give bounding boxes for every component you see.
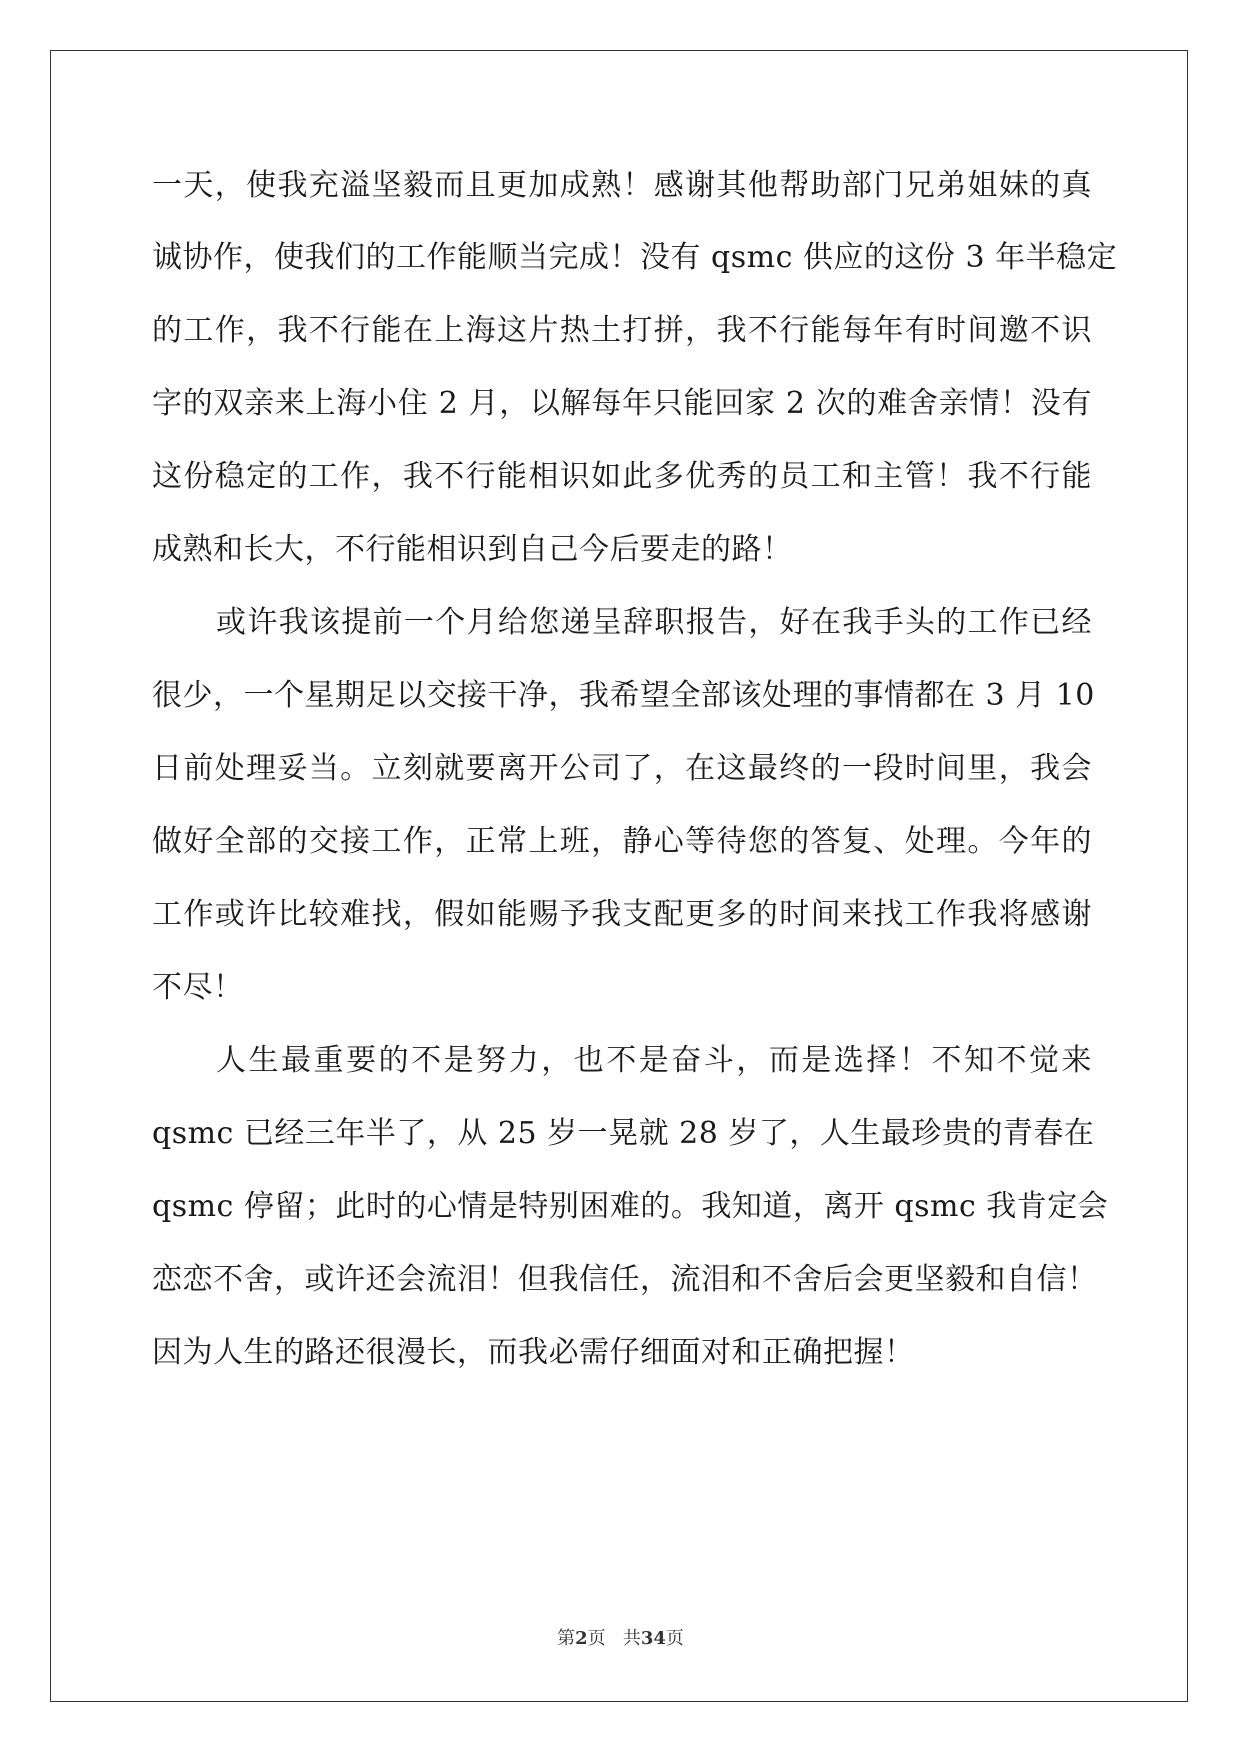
- text-line: 的工作，我不行能在上海这片热土打拼，我不行能每年有时间邀不识: [152, 313, 1092, 348]
- page-border: [50, 50, 1188, 1702]
- text-line: 这份稳定的工作，我不行能相识如此多优秀的员工和主管！我不行能: [152, 459, 1092, 494]
- text-line: 做好全部的交接工作，正常上班，静心等待您的答复、处理。今年的: [152, 824, 1092, 859]
- text-line: 日前处理妥当。立刻就要离开公司了，在这最终的一段时间里，我会: [152, 751, 1092, 786]
- text-line: 字的双亲来上海小住 2 月，以解每年只能回家 2 次的难舍亲情！没有: [152, 386, 1092, 421]
- text-line: 很少，一个星期足以交接干净，我希望全部该处理的事情都在 3 月 10: [152, 678, 1095, 713]
- page-footer: [0, 1627, 1241, 1651]
- text-line: qsmc 停留；此时的心情是特别困难的。我知道，离开 qsmc 我肯定会: [152, 1189, 1109, 1224]
- text-line: 一天，使我充溢坚毅而且更加成熟！感谢其他帮助部门兄弟姐妹的真: [152, 168, 1092, 203]
- total-page-count: 34: [640, 1628, 666, 1649]
- footer-total-suffix: 页: [665, 1628, 684, 1649]
- text-line: 恋恋不舍，或许还会流泪！但我信任，流泪和不舍后会更坚毅和自信！: [152, 1262, 1098, 1297]
- text-line: 因为人生的路还很漫长，而我必需仔细面对和正确把握！: [152, 1335, 915, 1370]
- paragraph-first-line: 人生最重要的不是努力，也不是奋斗，而是选择！不知不觉来: [216, 1043, 1092, 1078]
- paragraph-first-line: 或许我该提前一个月给您递呈辞职报告，好在我手头的工作已经: [216, 605, 1092, 640]
- text-line: 不尽！: [152, 970, 244, 1005]
- footer-page-suffix: 页: [587, 1628, 606, 1649]
- footer-prefix: 第: [557, 1628, 576, 1649]
- footer-total-prefix: 共: [622, 1628, 641, 1649]
- text-line: qsmc 已经三年半了，从 25 岁一晃就 28 岁了，人生最珍贵的青春在: [152, 1116, 1095, 1151]
- text-line: 成熟和长大，不行能相识到自己今后要走的路！: [152, 532, 793, 567]
- text-line: 诚协作，使我们的工作能顺当完成！没有 qsmc 供应的这份 3 年半稳定: [152, 240, 1118, 275]
- current-page-number: 2: [575, 1628, 588, 1649]
- text-line: 工作或许比较难找，假如能赐予我支配更多的时间来找工作我将感谢: [152, 897, 1092, 932]
